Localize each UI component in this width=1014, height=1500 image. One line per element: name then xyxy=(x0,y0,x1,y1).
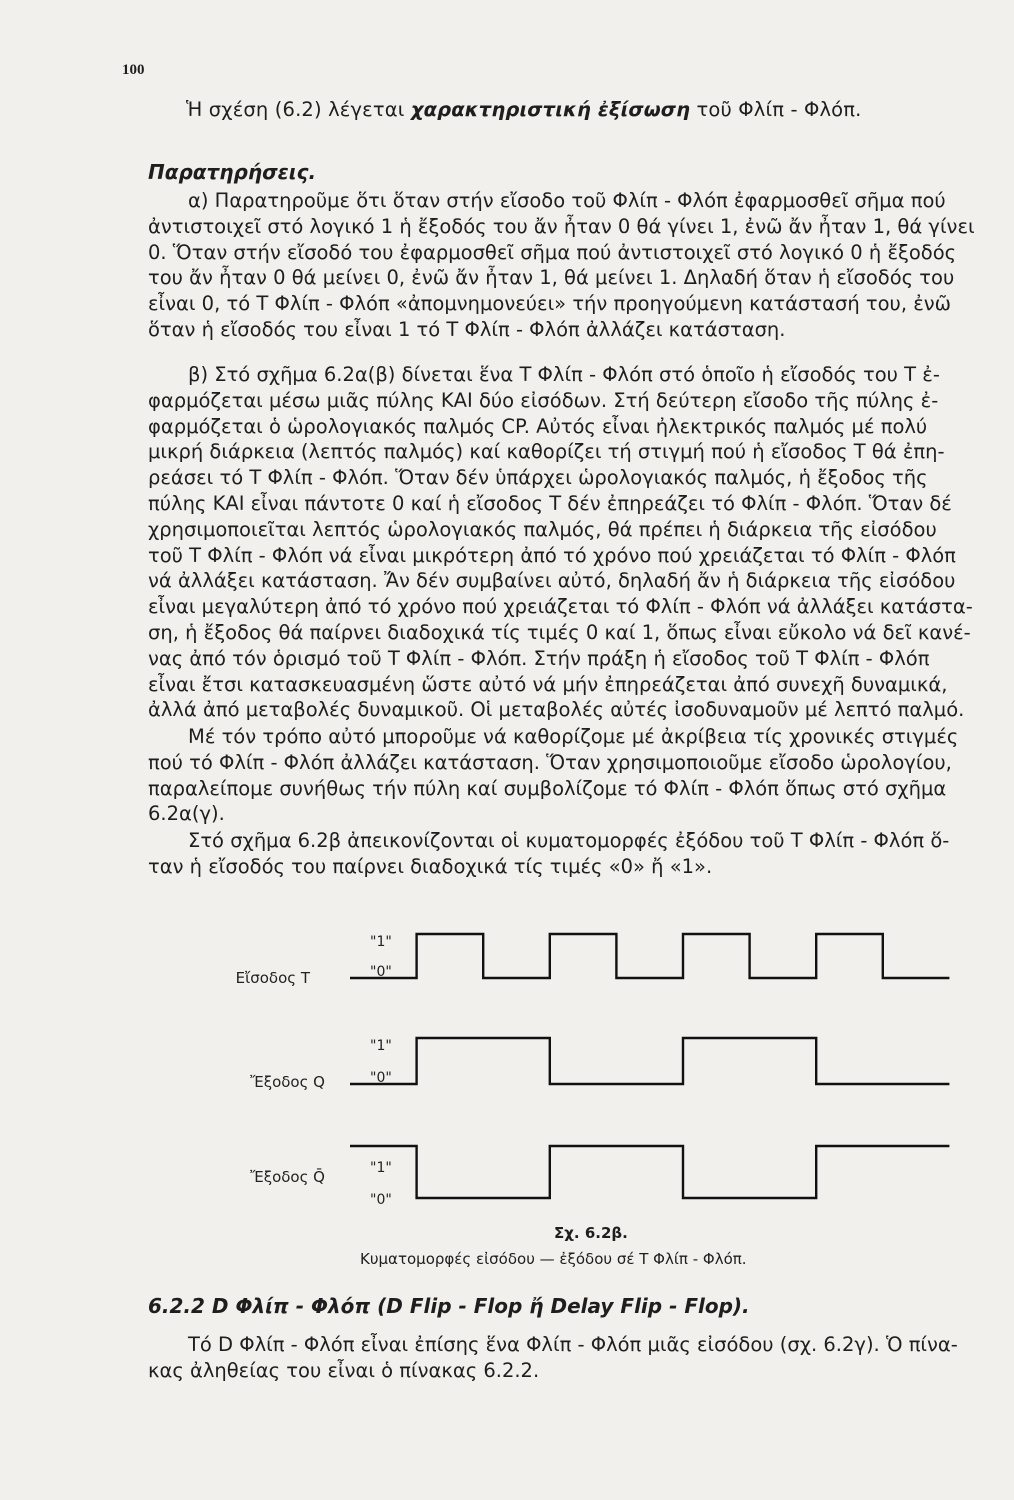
low-level-label: "0" xyxy=(370,1192,392,1208)
paragraph-d xyxy=(148,828,994,880)
paragraph-a xyxy=(148,188,994,343)
text-line: του ἄν ἦταν 0 θά μείνει 0, ἐνῶ ἄν ἦταν 1, θά μείνει 1. Δηλαδή ὅταν ἡ εἴσοδός του xyxy=(148,266,955,290)
paragraph-b xyxy=(148,362,994,723)
text-line: ἀντιστοιχεῖ στό λογικό 1 ἡ ἔξοδός του ἄν ἦταν 0 θά γίνει 1, ἐνῶ ἄν ἦταν 1, θά γίνει xyxy=(148,214,975,238)
text-line: τοῦ Τ Φλίπ - Φλόπ νά εἶναι μικρότερη ἀπό τό χρόνο πού χρειάζεται τό Φλίπ - Φλόπ xyxy=(148,543,956,567)
waveform-input-t xyxy=(236,934,950,987)
text-line: ρεάσει τό Τ Φλίπ - Φλόπ. Ὅταν δέν ὑπάρχει ὡρολογιακός παλμός, ἡ ἔξοδος τῆς xyxy=(148,466,928,490)
text-line: ὅταν ἡ εἴσοδός του εἶναι 1 τό Τ Φλίπ - Φλόπ ἀλλάζει κατάσταση. xyxy=(148,317,786,341)
text-line: φαρμόζεται μέσω μιᾶς πύλης ΚΑΙ δύο εἰσόδων. Στή δεύτερη εἴσοδο τῆς πύλης ἐ- xyxy=(148,388,939,412)
section-heading: 6.2.2 D Φλίπ - Φλόπ (D Flip - Flop ἤ Delay Flip - Flop). xyxy=(148,1294,750,1318)
waveform-label: Εἴσοδος Τ xyxy=(235,969,310,987)
text-line: β) Στό σχῆμα 6.2α(β) δίνεται ἕνα Τ Φλίπ - Φλόπ στό ὁποῖο ἡ εἴσοδός του Τ ἐ- xyxy=(188,363,940,386)
figure-caption: Κυματομορφές εἰσόδου — ἐξόδου σέ Τ Φλίπ - Φλόπ. xyxy=(360,1250,747,1268)
waveform-diagram xyxy=(210,920,950,1220)
text-line: κας ἀληθείας του εἶναι ὁ πίνακας 6.2.2. xyxy=(148,1359,540,1382)
text-line: νας ἀπό τόν ὁρισμό τοῦ Τ Φλίπ - Φλόπ. Στήν πράξη ἡ εἴσοδος τοῦ Τ Φλίπ - Φλόπ xyxy=(148,646,930,670)
page-number: 100 xyxy=(122,62,145,78)
text-line: ἀλλά ἀπό μεταβολές δυναμικοῦ. Οἱ μεταβολές αὐτές ἰσοδυναμοῦν μέ λεπτό παλμό. xyxy=(148,698,965,722)
text-line: Τό D Φλίπ - Φλόπ εἶναι ἐπίσης ἕνα Φλίπ - Φλόπ μιᾶς εἰσόδου (σχ. 6.2γ). Ὁ πίνα- xyxy=(188,1333,958,1356)
text-line: μικρή διάρκεια (λεπτός παλμός) καί καθορίζει τή στιγμή πού ἡ εἴσοδος Τ θά ἐπη- xyxy=(148,440,945,464)
text-line: παραλείπομε συνήθως τήν πύλη καί συμβολίζομε τό Φλίπ - Φλόπ ὅπως στό σχῆμα xyxy=(148,776,947,800)
waveform-line xyxy=(350,1146,949,1198)
intro-before: Ἡ σχέση (6.2) λέγεται xyxy=(186,98,411,121)
text-line: πού τό Φλίπ - Φλόπ ἀλλάζει κατάσταση. Ὅταν χρησιμοποιοῦμε εἴσοδο ὡρολογίου, xyxy=(148,750,952,774)
text-line: ση, ἡ ἔξοδος θά παίρνει διαδοχικά τίς τιμές 0 καί 1, ὅπως εἶναι εὔκολο νά δεῖ κανέ- xyxy=(148,620,971,644)
text-line: Μέ τόν τρόπο αὐτό μποροῦμε νά καθορίζομε μέ ἀκρίβεια τίς χρονικές στιγμές xyxy=(188,725,959,748)
waveform-label: Ἔξοδος Q xyxy=(250,1073,325,1091)
waveform-label: Ἔξοδος Q̄ xyxy=(250,1168,325,1186)
waveform-output-q-bar xyxy=(250,1146,949,1208)
high-level-label: "1" xyxy=(370,934,392,950)
intro-emphasis: χαρακτηριστική ἐξίσωση xyxy=(410,98,691,121)
remarks-heading: Παρατηρήσεις. xyxy=(148,160,317,184)
text-line: εἶναι 0, τό Τ Φλίπ - Φλόπ «ἀπομνημονεύει» τήν προηγούμενη κατάστασή του, ἐνῶ xyxy=(148,292,951,316)
text-line: 0. Ὅταν στήν εἴσοδό του ἐφαρμοσθεῖ σῆμα πού ἀντιστοιχεῖ στό λογικό 0 ἡ ἔξοδός xyxy=(148,240,957,264)
waveform-line xyxy=(350,1038,949,1084)
intro-sentence xyxy=(186,98,862,121)
high-level-label: "1" xyxy=(370,1160,392,1176)
text-line: α) Παρατηροῦμε ὅτι ὅταν στήν εἴσοδο τοῦ Φλίπ - Φλόπ ἐφαρμοσθεῖ σῆμα πού xyxy=(188,189,946,212)
intro-after: τοῦ Φλίπ - Φλόπ. xyxy=(690,98,862,121)
text-line: ταν ἡ εἴσοδός του παίρνει διαδοχικά τίς τιμές «0» ἤ «1». xyxy=(148,854,713,878)
final-paragraph xyxy=(148,1332,994,1384)
text-line: νά ἀλλάξει κατάσταση. Ἄν δέν συμβαίνει αὐτό, δηλαδή ἄν ἡ διάρκεια τῆς εἰσόδου xyxy=(148,569,956,593)
low-level-label: "0" xyxy=(370,964,392,980)
text-line: εἶναι μεγαλύτερη ἀπό τό χρόνο πού χρειάζεται τό Φλίπ - Φλόπ νά ἀλλάξει κατάστα- xyxy=(148,595,973,619)
waveform-line xyxy=(350,934,949,978)
text-line: φαρμόζεται ὁ ὡρολογιακός παλμός CP. Αὐτός εἶναι ἠλεκτρικός παλμός μέ πολύ xyxy=(148,414,928,438)
paragraph-c xyxy=(148,724,994,827)
text-line: 6.2α(γ). xyxy=(148,802,225,826)
text-line: πύλης ΚΑΙ εἶναι πάντοτε 0 καί ἡ εἴσοδος Τ δέν ἐπηρεάζει τό Φλίπ - Φλόπ. Ὅταν δέ xyxy=(148,491,952,515)
text-line: Στό σχῆμα 6.2β ἀπεικονίζονται οἱ κυματομορφές ἐξόδου τοῦ Τ Φλίπ - Φλόπ ὅ- xyxy=(188,829,950,852)
waveform-output-q xyxy=(250,1038,949,1091)
high-level-label: "1" xyxy=(370,1038,392,1054)
low-level-label: "0" xyxy=(370,1070,392,1086)
figure-number: Σχ. 6.2β. xyxy=(554,1224,628,1242)
text-line: χρησιμοποιεῖται λεπτός ὡρολογιακός παλμός, θά πρέπει ἡ διάρκεια τῆς εἰσόδου xyxy=(148,517,937,541)
text-line: εἶναι ἔτσι κατασκευασμένη ὥστε αὐτό νά μήν ἐπηρεάζεται ἀπό συνεχῆ δυναμικά, xyxy=(148,672,948,696)
